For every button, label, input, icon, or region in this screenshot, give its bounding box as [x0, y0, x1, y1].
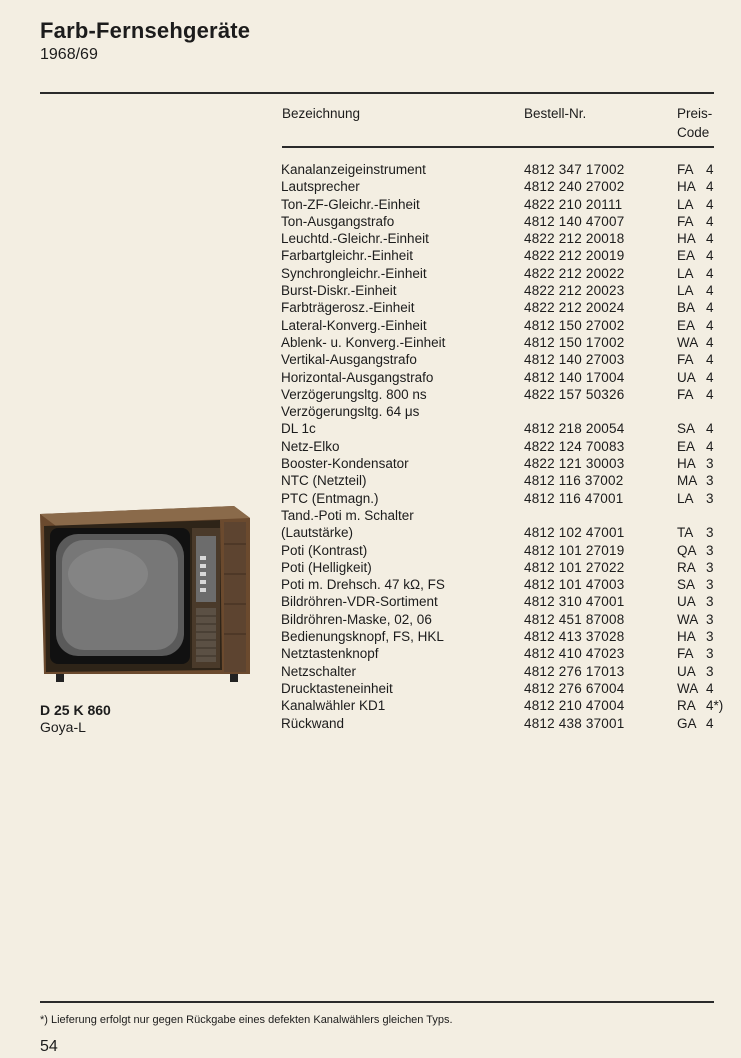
price-code-digit: 3	[706, 490, 714, 506]
part-name: DL 1c	[281, 421, 316, 437]
order-number: 4812 218 20054	[524, 421, 625, 437]
table-row	[0, 196, 741, 213]
order-number: 4812 451 87008	[524, 611, 625, 627]
price-code-digit: 3	[706, 663, 714, 679]
price-code-digit: 3	[706, 577, 714, 593]
price-code-digit: 4	[706, 179, 714, 195]
price-code-digit: 3	[706, 559, 714, 575]
order-number: 4812 438 37001	[524, 715, 625, 731]
order-number: 4812 102 47001	[524, 525, 625, 541]
order-number: 4822 212 20018	[524, 231, 625, 247]
part-name: Lautsprecher	[281, 179, 360, 195]
header-code-line1: Preis-	[677, 106, 713, 121]
order-number: 4812 140 17004	[524, 369, 625, 385]
order-number: 4812 116 47001	[524, 490, 624, 506]
price-code-digit: 4	[706, 317, 714, 333]
part-name: Synchrongleichr.-Einheit	[281, 265, 427, 281]
order-number: 4812 140 27003	[524, 352, 625, 368]
header-name: Bezeichnung	[282, 106, 361, 121]
part-name: Farbträgerosz.-Einheit	[281, 300, 415, 316]
part-name: Bedienungsknopf, FS, HKL	[281, 629, 444, 645]
price-code-digit: 4	[706, 162, 714, 177]
table-row	[0, 715, 741, 732]
price-code-digit: 3	[706, 542, 714, 558]
order-number: 4812 276 17013	[524, 663, 625, 679]
price-code-digit: 4	[706, 438, 714, 454]
price-code: EA	[677, 248, 696, 264]
part-name: Booster-Kondensator	[281, 456, 409, 472]
price-code: FA	[677, 352, 694, 368]
order-number: 4812 150 17002	[524, 334, 625, 350]
order-number: 4822 212 20022	[524, 265, 625, 281]
part-name: Horizontal-Ausgangstrafo	[281, 369, 434, 385]
order-number: 4822 212 20024	[524, 300, 625, 316]
order-number: 4812 310 47001	[524, 594, 625, 610]
part-name: Kanalanzeigeinstrument	[281, 162, 426, 177]
order-number: 4812 276 67004	[524, 680, 625, 696]
table-row	[0, 265, 741, 282]
table-row	[0, 282, 741, 299]
price-code-digit: 4	[706, 248, 714, 264]
table-row	[0, 178, 741, 195]
footnote: *) Lieferung erfolgt nur gegen Rückgabe eines defekten Kanalwählers gleichen Typs.	[40, 1014, 453, 1026]
table-row	[0, 472, 741, 489]
table-row	[0, 369, 741, 386]
table-row	[0, 455, 741, 472]
top-rule	[40, 92, 714, 94]
price-code: FA	[677, 162, 694, 177]
part-name: Drucktasteneinheit	[281, 680, 393, 696]
price-code: GA	[677, 715, 697, 731]
order-number: 4822 121 30003	[524, 456, 625, 472]
order-number: 4812 413 37028	[524, 629, 625, 645]
part-name: Netzschalter	[281, 663, 357, 679]
price-code-digit: 4	[706, 715, 714, 731]
order-number: 4812 150 27002	[524, 317, 625, 333]
part-name: PTC (Entmagn.)	[281, 490, 379, 506]
table-row	[0, 230, 741, 247]
part-name: Vertikal-Ausgangstrafo	[281, 352, 417, 368]
part-name: Verzögerungsltg. 64 μs	[281, 404, 420, 420]
page-number: 54	[40, 1038, 58, 1055]
price-code: UA	[677, 369, 696, 385]
order-number: 4822 212 20023	[524, 283, 625, 299]
price-code-digit: 3	[706, 456, 714, 472]
price-code: HA	[677, 179, 696, 195]
order-number: 4812 210 47004	[524, 698, 625, 714]
order-number: 4822 157 50326	[524, 386, 625, 402]
price-code-digit: 4	[706, 300, 714, 316]
order-number: 4812 101 27019	[524, 542, 625, 558]
television-set-icon	[38, 504, 252, 686]
header-code-line2: Code	[677, 125, 710, 140]
price-code-digit: 3	[706, 629, 714, 645]
price-code-digit: 4	[706, 213, 714, 229]
order-number: 4822 210 20111	[524, 196, 623, 212]
table-row	[0, 420, 741, 437]
part-name: Poti (Helligkeit)	[281, 559, 372, 575]
order-number: 4812 240 27002	[524, 179, 625, 195]
order-number: 4812 410 47023	[524, 646, 625, 662]
price-code-digit: 4	[706, 231, 714, 247]
price-code: LA	[677, 490, 694, 506]
price-code: LA	[677, 283, 694, 299]
model-number: D 25 K 860	[40, 702, 111, 718]
price-code: SA	[677, 577, 696, 593]
price-code-digit: 4	[706, 196, 714, 212]
table-row	[0, 386, 741, 403]
price-code: LA	[677, 196, 694, 212]
part-name: NTC (Netzteil)	[281, 473, 367, 489]
price-code: TA	[677, 525, 694, 541]
price-code: UA	[677, 663, 696, 679]
price-code-digit: 3	[706, 525, 714, 541]
price-code: FA	[677, 386, 694, 402]
part-name: Bildröhren-VDR-Sortiment	[281, 594, 438, 610]
price-code-digit: 4	[706, 334, 714, 350]
price-code: MA	[677, 473, 698, 489]
order-number: 4822 124 70083	[524, 438, 625, 454]
price-code: UA	[677, 594, 696, 610]
price-code: WA	[677, 680, 699, 696]
table-row	[0, 403, 741, 420]
part-name: Leuchtd.-Gleichr.-Einheit	[281, 231, 429, 247]
price-code-digit: 3	[706, 594, 714, 610]
price-code-digit: 4	[706, 352, 714, 368]
price-code: HA	[677, 231, 696, 247]
table-row	[0, 438, 741, 455]
price-code: RA	[677, 698, 696, 714]
price-code: BA	[677, 300, 696, 316]
price-code-digit: 4	[706, 283, 714, 299]
part-name: Netz-Elko	[281, 438, 340, 454]
price-code-digit: 4	[706, 265, 714, 281]
part-name: Poti m. Drehsch. 47 kΩ, FS	[281, 577, 445, 593]
price-code: WA	[677, 334, 699, 350]
part-name: Netztastenknopf	[281, 646, 379, 662]
price-code-digit: 4	[706, 680, 714, 696]
price-code: QA	[677, 542, 697, 558]
part-name: Kanalwähler KD1	[281, 698, 386, 714]
price-code: FA	[677, 646, 694, 662]
part-name: Ablenk- u. Konverg.-Einheit	[281, 334, 446, 350]
part-name: Rückwand	[281, 715, 345, 731]
price-code-digit: 3	[706, 473, 714, 489]
part-name: Burst-Diskr.-Einheit	[281, 283, 397, 299]
price-code: EA	[677, 317, 696, 333]
part-name: (Lautstärke)	[281, 525, 354, 541]
order-number: 4822 212 20019	[524, 248, 625, 264]
table-row	[0, 213, 741, 230]
table-row	[0, 351, 741, 368]
price-code-digit: 3	[706, 611, 714, 627]
price-code: HA	[677, 629, 696, 645]
part-name: Ton-Ausgangstrafo	[281, 213, 395, 229]
order-number: 4812 101 47003	[524, 577, 625, 593]
order-number: 4812 140 47007	[524, 213, 625, 229]
table-row	[0, 317, 741, 334]
table-row	[0, 299, 741, 316]
header-number: Bestell-Nr.	[524, 106, 587, 121]
part-name: Ton-ZF-Gleichr.-Einheit	[281, 196, 420, 212]
footer-rule	[40, 1001, 714, 1003]
part-name: Bildröhren-Maske, 02, 06	[281, 611, 432, 627]
price-code-digit: 4	[706, 369, 714, 385]
page-subtitle: 1968/69	[40, 46, 98, 63]
part-name: Lateral-Konverg.-Einheit	[281, 317, 427, 333]
model-name: Goya-L	[40, 719, 86, 735]
order-number: 4812 116 37002	[524, 473, 624, 489]
page-title: Farb-Fernsehgeräte	[40, 18, 251, 43]
price-code: HA	[677, 456, 696, 472]
price-code: WA	[677, 611, 699, 627]
table-row	[0, 161, 741, 178]
table-row	[0, 247, 741, 264]
header-code	[677, 104, 712, 142]
order-number: 4812 347 17002	[524, 162, 625, 177]
part-name: Verzögerungsltg. 800 ns	[281, 386, 427, 402]
table-row	[0, 697, 741, 714]
price-code: EA	[677, 438, 696, 454]
part-name: Farbartgleichr.-Einheit	[281, 248, 414, 264]
price-code: RA	[677, 559, 696, 575]
price-code: LA	[677, 265, 694, 281]
part-name: Tand.-Poti m. Schalter	[281, 507, 414, 523]
header-rule	[282, 146, 714, 148]
order-number: 4812 101 27022	[524, 559, 625, 575]
price-code: SA	[677, 421, 696, 437]
price-code-digit: 4*)	[706, 698, 724, 714]
price-code-digit: 3	[706, 646, 714, 662]
price-code-digit: 4	[706, 386, 714, 402]
price-code: FA	[677, 213, 694, 229]
price-code-digit: 4	[706, 421, 714, 437]
table-row	[0, 334, 741, 351]
part-name: Poti (Kontrast)	[281, 542, 368, 558]
